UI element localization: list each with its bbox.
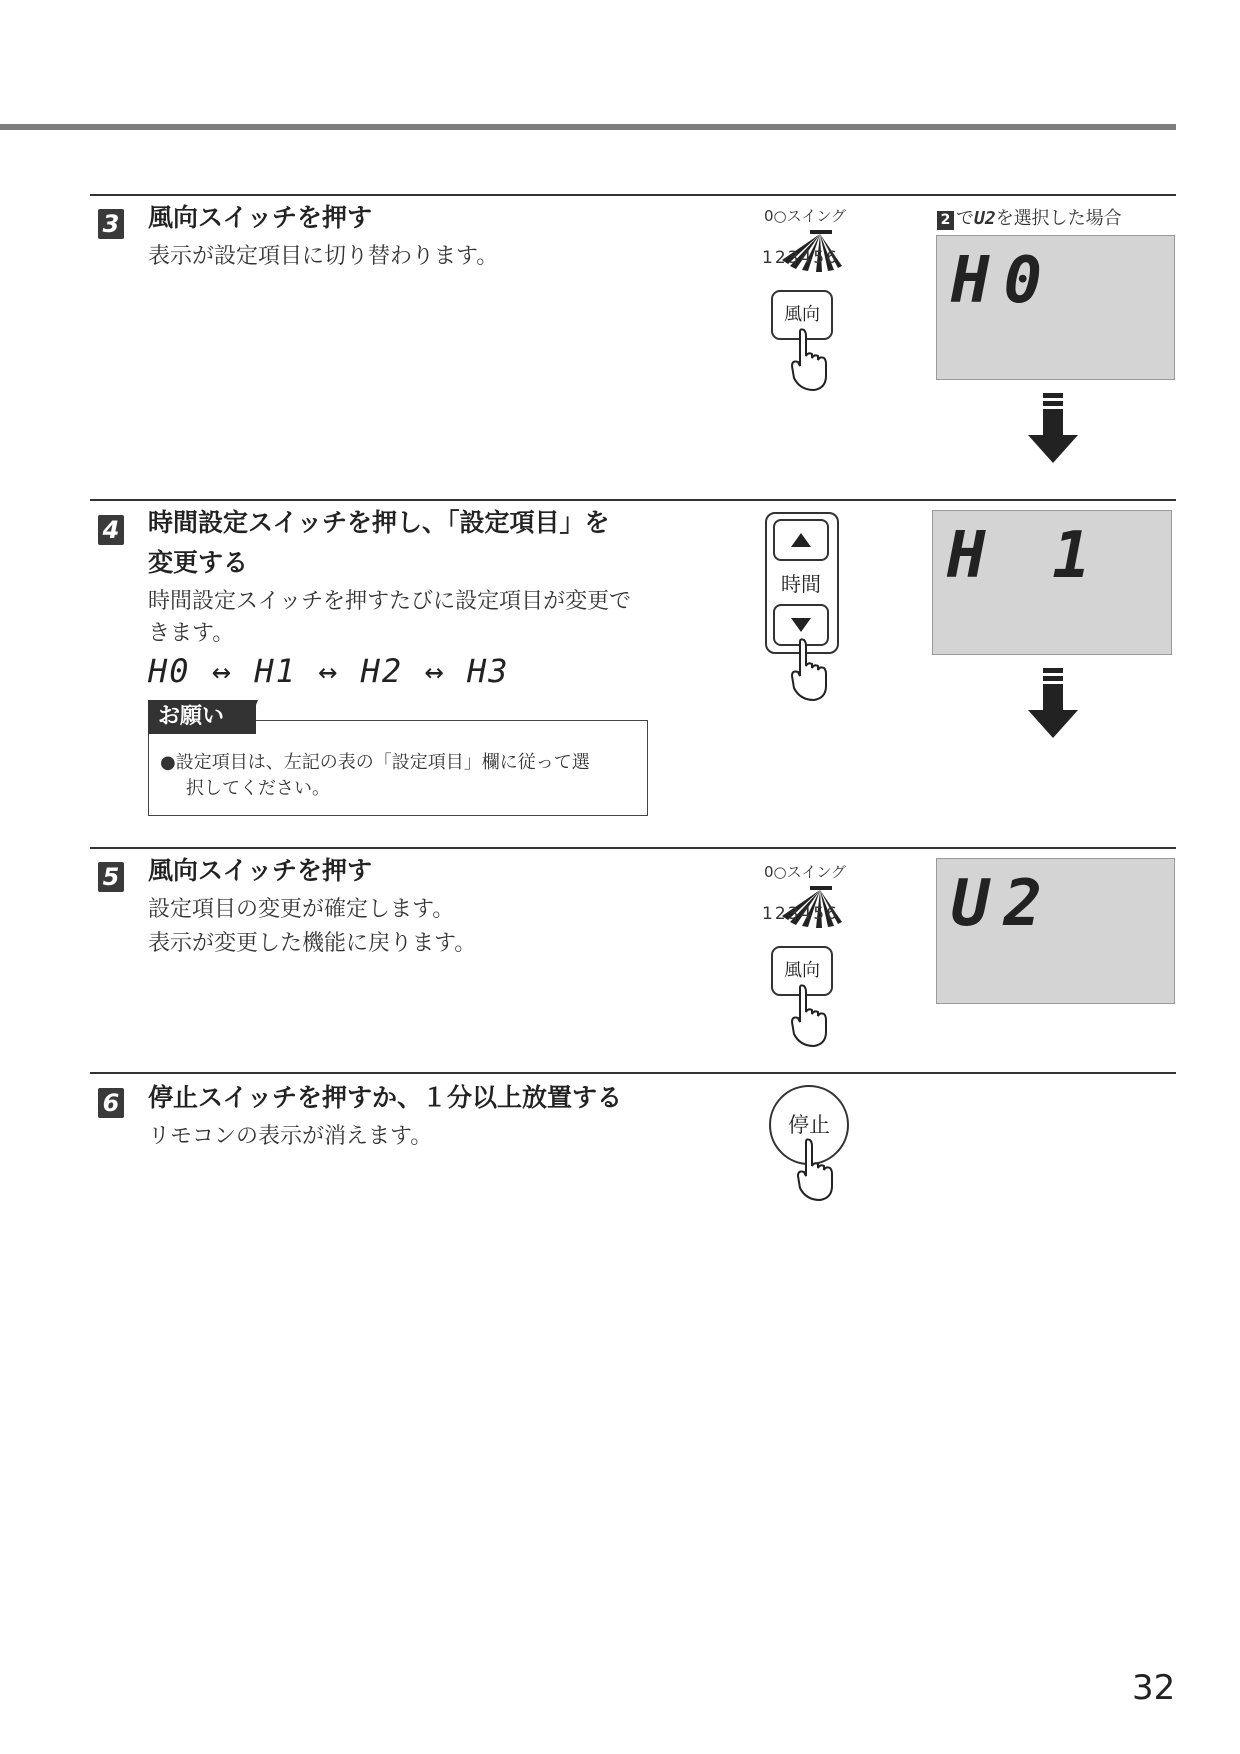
step-title-line2: 変更する [148, 548, 249, 577]
stop-button[interactable]: 停止 [769, 1085, 849, 1165]
lcd-display [936, 235, 1175, 380]
caption-step-number: 2 [937, 211, 954, 230]
wind-direction-button[interactable]: 風向 [771, 946, 833, 996]
step-divider [90, 847, 1176, 849]
note-line: 択してください。 [186, 778, 330, 799]
wind-direction-button[interactable]: 風向 [771, 290, 833, 340]
swing-scale: 123456 [762, 248, 839, 268]
step-description: 時間設定スイッチを押すたびに設定項目が変更で [148, 589, 632, 614]
step-title: 停止スイッチを押すか、１分以上放置する [148, 1083, 623, 1112]
note-label: お願い [148, 700, 256, 734]
lcd-readout: H0 [951, 244, 1057, 318]
swing-label: 0○スイング [764, 207, 847, 225]
down-arrow-icon [1025, 668, 1081, 740]
caption-lcd-code: U2 [974, 208, 996, 229]
pointing-hand-icon [790, 330, 836, 392]
caption-text: を選択した場合 [995, 208, 1122, 229]
pointing-hand-icon [790, 640, 836, 702]
step-number: 3 [98, 209, 124, 239]
lcd-caption [937, 204, 1122, 230]
step-number: 6 [98, 1088, 124, 1118]
step-description: リモコンの表示が消えます。 [148, 1124, 433, 1149]
time-up-button[interactable] [773, 519, 829, 561]
step-description: 設定項目の変更が確定します。 [148, 897, 455, 922]
lcd-readout: U2 [951, 867, 1057, 941]
pointing-hand-icon [796, 1140, 842, 1202]
step-description-line2: きます。 [148, 621, 235, 646]
down-triangle-icon [789, 616, 813, 634]
swing-scale: 123456 [762, 904, 839, 924]
header-bar [0, 124, 1176, 130]
step-description-line2: 表示が変更した機能に戻ります。 [148, 931, 477, 956]
step-description: 表示が設定項目に切り替わります。 [148, 244, 499, 269]
swing-label: 0○スイング [764, 863, 847, 881]
note-line: ●設定項目は、左記の表の「設定項目」欄に従って選 [160, 752, 590, 773]
note-label-tail [244, 700, 258, 734]
lcd-display [932, 510, 1172, 655]
step-divider [90, 194, 1176, 196]
page-number: 32 [1132, 1668, 1176, 1708]
down-arrow-icon [1025, 393, 1081, 465]
step-number: 5 [98, 862, 124, 892]
step-number: 4 [98, 515, 124, 545]
pointing-hand-icon [790, 986, 836, 1048]
caption-text: で [956, 208, 974, 229]
lcd-display [936, 858, 1175, 1004]
note-text [160, 750, 635, 802]
step-divider [90, 1072, 1176, 1074]
step-title: 風向スイッチを押す [148, 203, 373, 232]
lcd-readout: H 1 [947, 519, 1105, 593]
step-divider [90, 499, 1176, 501]
setting-sequence: H0 ↔ H1 ↔ H2 ↔ H3 [148, 652, 510, 690]
time-button-label: 時間 [781, 572, 821, 596]
step-title: 時間設定スイッチを押し、「設定項目」を [148, 508, 610, 537]
step-title: 風向スイッチを押す [148, 856, 373, 885]
up-triangle-icon [789, 531, 813, 549]
